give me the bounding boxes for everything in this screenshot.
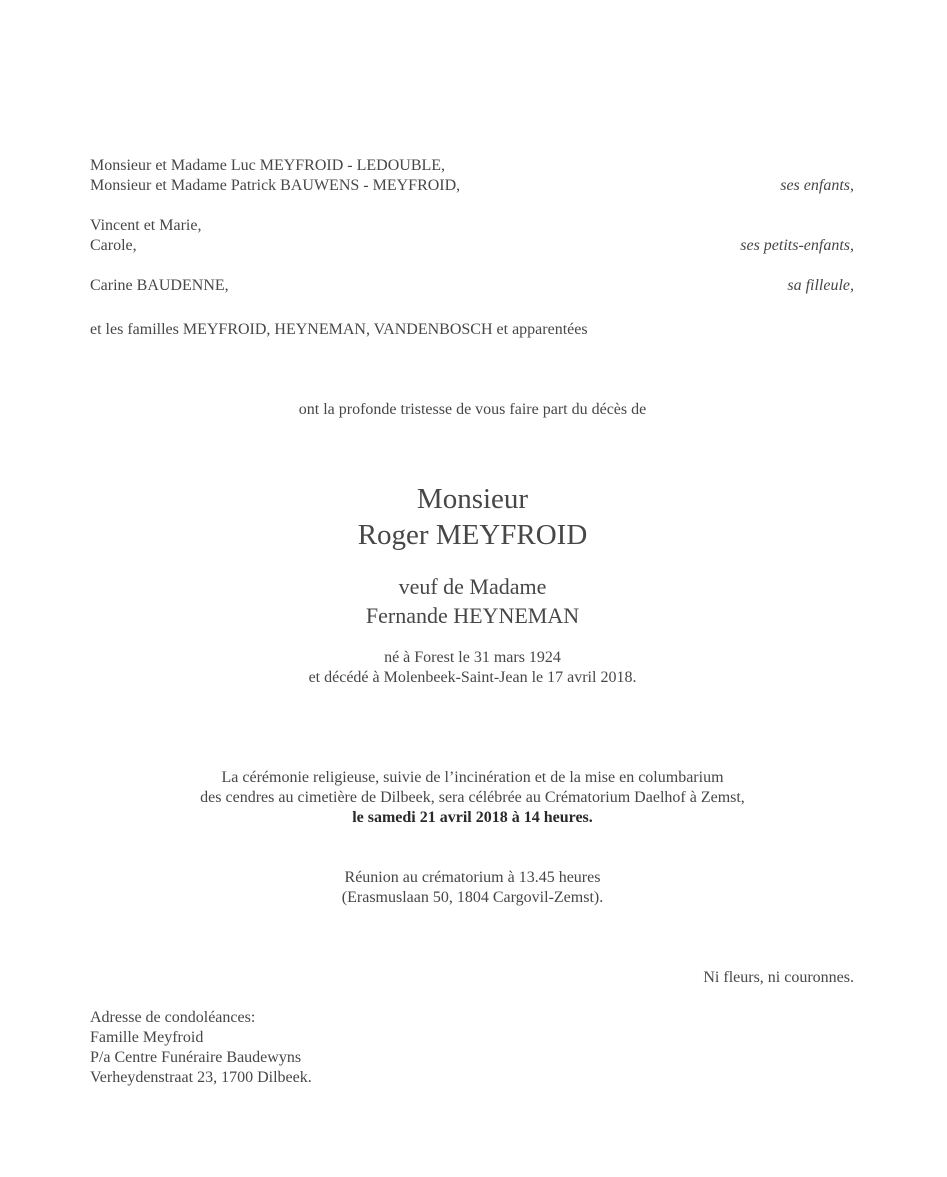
goddaughter-line: Carine BAUDENNE, [90,277,229,294]
condolences-heading: Adresse de condoléances: [90,1009,256,1026]
ceremony-date: le samedi 21 avril 2018 à 14 heures. [352,809,593,826]
widower-line: veuf de Madame [398,574,547,599]
condolences-line: Verheydenstraat 23, 1700 Dilbeek. [90,1069,312,1086]
grandchild-line: Vincent et Marie, [90,217,202,234]
meeting-line: Réunion au crématorium à 13.45 heures [344,869,601,886]
families-line: et les familles MEYFROID, HEYNEMAN, VANDENBOSCH et apparentées [90,321,588,338]
deceased-name: Roger MEYFROID [357,519,588,551]
goddaughter-role: sa filleule, [787,277,854,294]
child-line: Monsieur et Madame Luc MEYFROID - LEDOUBLE, [90,157,446,174]
meeting-address: (Erasmuslaan 50, 1804 Cargovil-Zemst). [341,889,604,906]
deceased-title: Monsieur [416,483,529,515]
birth-line: né à Forest le 31 mars 1924 [384,649,561,666]
child-line: Monsieur et Madame Patrick BAUWENS - MEYFROID, [90,177,461,194]
spouse-name: Fernande HEYNEMAN [365,603,580,628]
no-flowers-note: Ni fleurs, ni couronnes. [703,969,854,986]
ceremony-line: des cendres au cimetière de Dilbeek, sera célébrée au Crématorium Daelhof à Zemst, [200,789,745,806]
death-line: et décédé à Molenbeek-Saint-Jean le 17 avril 2018. [308,669,637,686]
ceremony-line: La cérémonie religieuse, suivie de l’incinération et de la mise en columbarium [221,769,724,786]
announcement: ont la profonde tristesse de vous faire part du décès de [298,401,647,418]
condolences-line: P/a Centre Funéraire Baudewyns [90,1049,302,1066]
children-role: ses enfants, [780,177,854,194]
condolences-line: Famille Meyfroid [90,1029,204,1046]
grandchildren-role: ses petits-enfants, [740,237,854,254]
grandchild-line: Carole, [90,237,137,254]
